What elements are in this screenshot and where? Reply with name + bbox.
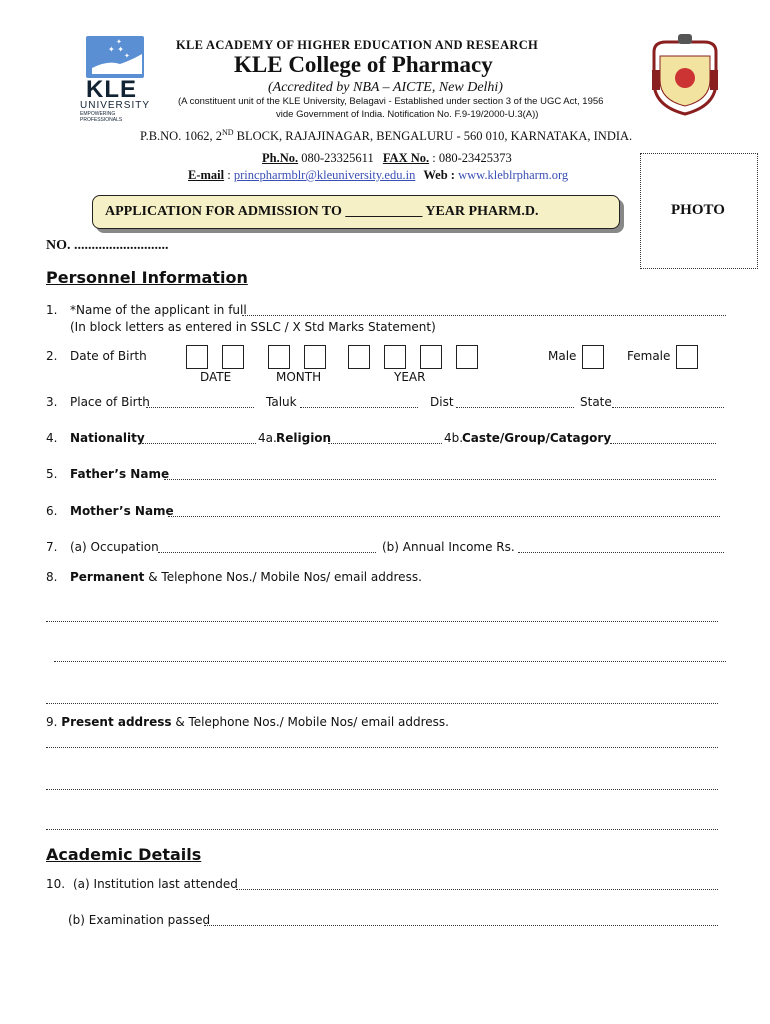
dob-year-box-1[interactable] [348,345,370,369]
dist-input[interactable] [456,397,574,408]
field-3-number: 3. [46,395,58,409]
photo-label: PHOTO [671,202,725,218]
section-personnel-heading: Personnel Information [46,268,248,287]
phone-label: Ph.No. [262,151,299,165]
annual-income-label: (b) Annual Income Rs. [382,540,515,554]
dob-month-label: MONTH [276,370,322,384]
email-web-line [188,168,568,183]
dob-year-box-2[interactable] [384,345,406,369]
section-academic-heading: Academic Details [46,845,202,864]
dob-date-box-1[interactable] [186,345,208,369]
fax-value: : 080-23425373 [429,151,512,165]
application-title-box [92,195,620,229]
field-4b-number: 4b. [444,431,464,445]
field-1-sublabel: (In block letters as entered in SSLC / X Std Marks Statement) [70,320,436,334]
field-1-label: *Name of the applicant in full [70,303,247,317]
phone-value: 080-23325611 [298,151,377,165]
state-label: State [580,395,612,409]
email-link[interactable]: princpharmblr@kleuniversity.edu.in [233,168,416,182]
postal-address [140,128,632,144]
dob-year-box-4[interactable] [456,345,478,369]
field-10-number: 10. [46,877,66,891]
field-6-number: 6. [46,504,58,518]
field-8-label [70,570,422,584]
college-seal-icon [646,32,724,116]
female-label: Female [627,349,671,363]
male-checkbox[interactable] [582,345,604,369]
dob-year-label: YEAR [394,370,426,384]
hand-stars-icon [80,30,152,80]
applicant-name-input[interactable] [242,305,726,316]
present-address-line-3[interactable] [46,828,718,830]
taluk-input[interactable] [300,397,418,408]
permanent-address-line-2[interactable] [54,660,726,662]
kle-university-logo [80,30,152,123]
field-9-number: 9. [46,715,58,729]
email-label: E-mail [188,168,225,182]
father-name-label: Father’s Name [70,467,170,481]
constituent-line-1: (A constituent unit of the KLE University, Belagavi - Established under section 3 of the UGC Act, 1956 [178,96,604,107]
mother-name-input[interactable] [168,506,720,517]
field-7-number: 7. [46,540,58,554]
dist-label: Dist [430,395,454,409]
father-name-input[interactable] [164,469,716,480]
field-4-number: 4. [46,431,58,445]
svg-text:✦ ✦: ✦ ✦ [108,45,124,54]
phone-fax-line [262,151,512,166]
male-label: Male [548,349,577,363]
email-sep: : [224,168,234,182]
state-input[interactable] [612,397,724,408]
field-2-number: 2. [46,349,58,363]
caste-input[interactable] [610,433,716,444]
field-1-number: 1. [46,303,58,317]
taluk-label: Taluk [266,395,297,409]
address-pre: P.B.NO. 1062, 2 [140,129,222,144]
permanent-label: Permanent [70,570,145,584]
annual-income-input[interactable] [518,542,724,553]
constituent-line-2: vide Government of India. Notification No. F.9-19/2000-U.3(A)) [276,109,539,120]
present-address-line-1[interactable] [46,746,718,748]
web-link[interactable]: www.kleblrpharm.org [458,168,569,182]
field-9-label [46,715,449,729]
place-of-birth-input[interactable] [146,397,254,408]
dob-date-label: DATE [200,370,232,384]
logo-kle-text: KLE [86,76,137,103]
application-number: NO. ........................... [46,238,169,253]
permanent-label-rest: & Telephone Nos./ Mobile Nos/ email address. [144,570,422,584]
caste-label: Caste/Group/Catagory [462,431,612,445]
field-2-label: Date of Birth [70,349,147,363]
nationality-label: Nationality [70,431,145,445]
college-name: KLE College of Pharmacy [234,52,493,77]
religion-label: Religion [276,431,332,445]
dob-month-box-2[interactable] [304,345,326,369]
address-post: BLOCK, RAJAJINAGAR, BENGALURU - 560 010, KARNATAKA, INDIA. [233,129,633,144]
field-5-number: 5. [46,467,58,481]
examination-input[interactable] [204,915,718,926]
photo-box [640,153,758,269]
examination-label: (b) Examination passed [68,913,211,927]
present-address-label-rest: & Telephone Nos./ Mobile Nos/ email address. [171,715,449,729]
religion-input[interactable] [328,433,442,444]
logo-tagline: EMPOWERING PROFESSIONALS [80,111,123,123]
logo-university-text: UNIVERSITY [80,100,151,111]
nationality-input[interactable] [142,433,256,444]
fax-label: FAX No. [382,151,430,165]
female-checkbox[interactable] [676,345,698,369]
accreditation: (Accredited by NBA – AICTE, New Delhi) [268,80,503,95]
occupation-label: (a) Occupation [70,540,159,554]
present-address-label: Present address [61,715,172,729]
institution-input[interactable] [236,879,718,890]
dob-year-box-3[interactable] [420,345,442,369]
academy-name: KLE ACADEMY OF HIGHER EDUCATION AND RESEARCH [176,38,539,52]
dob-month-box-1[interactable] [268,345,290,369]
institution-label: (a) Institution last attended [73,877,238,891]
svg-text:✦: ✦ [124,52,130,60]
permanent-address-line-1[interactable] [46,620,718,622]
application-title: APPLICATION FOR ADMISSION TO ___________ YEAR PHARM.D. [105,204,539,219]
field-4a-number: 4a. [258,431,277,445]
place-of-birth-label: Place of Birth [70,395,150,409]
field-8-number: 8. [46,570,58,584]
permanent-address-line-3[interactable] [46,702,718,704]
address-sup: ND [221,128,234,137]
occupation-input[interactable] [158,542,376,553]
dob-date-box-2[interactable] [222,345,244,369]
web-label: Web : [423,168,459,182]
svg-text:✦: ✦ [116,38,122,46]
present-address-line-2[interactable] [46,788,718,790]
mother-name-label: Mother’s Name [70,504,174,518]
